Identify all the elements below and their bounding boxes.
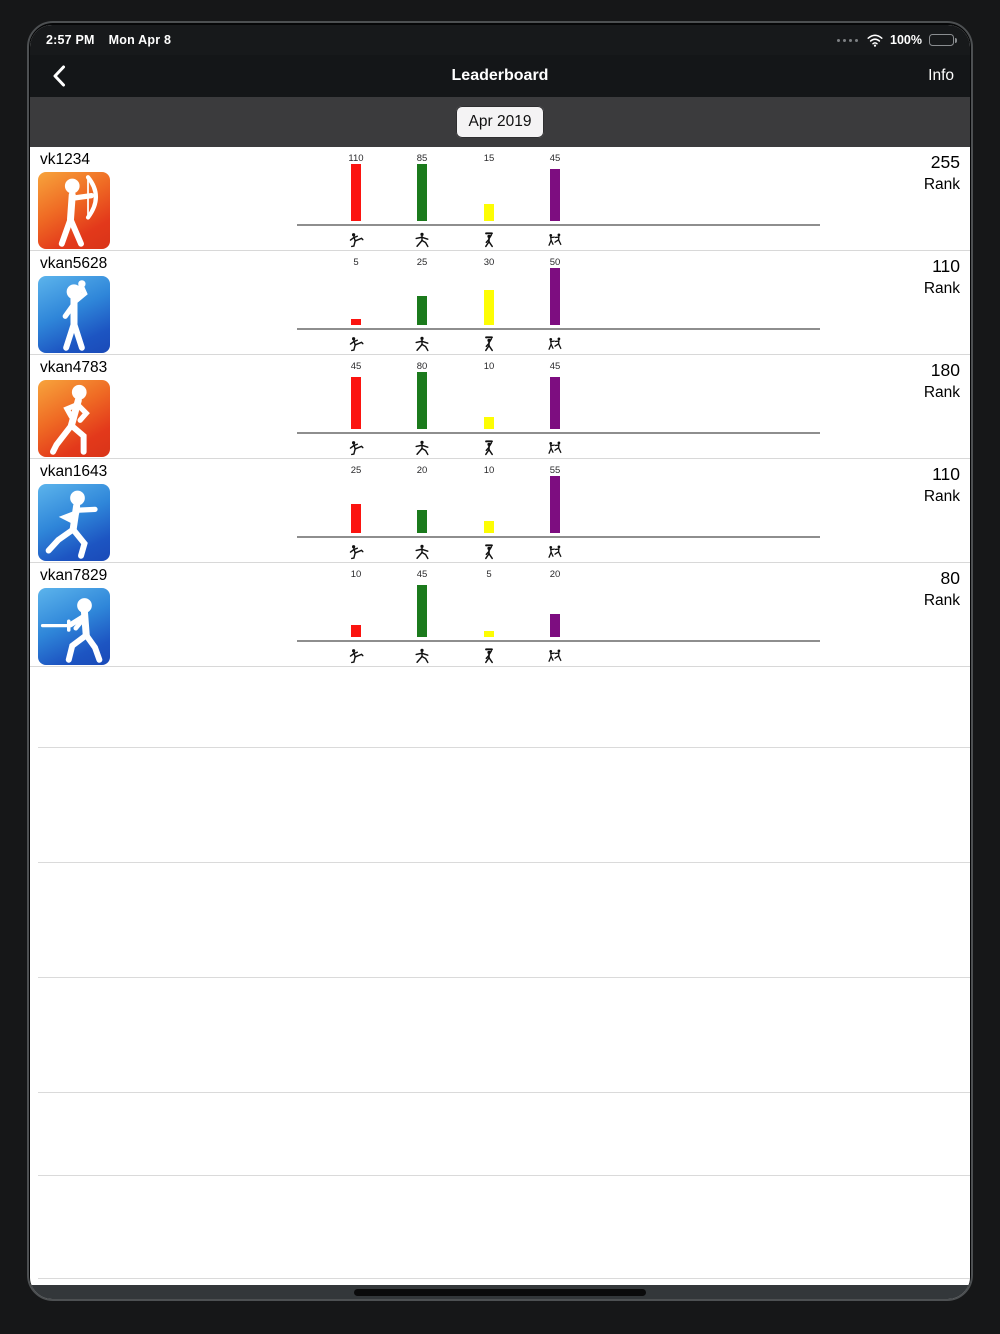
bar-column bbox=[333, 147, 379, 251]
leaderboard-row[interactable] bbox=[30, 459, 970, 563]
bottom-bar bbox=[30, 1285, 970, 1299]
bar-value: 55 bbox=[549, 465, 561, 476]
bar-column bbox=[399, 563, 445, 667]
bar-value: 45 bbox=[416, 569, 428, 580]
player-avatar bbox=[38, 588, 110, 665]
bar-column bbox=[399, 355, 445, 459]
chart-axis-line bbox=[297, 224, 820, 226]
chart-axis-line bbox=[297, 328, 820, 330]
chart-axis-line bbox=[297, 432, 820, 434]
column-icon bbox=[547, 544, 564, 561]
column-icon bbox=[547, 336, 564, 353]
player-name: vkan5628 bbox=[40, 255, 108, 272]
bar bbox=[484, 631, 494, 637]
rank-value: 80 bbox=[940, 568, 960, 588]
leaderboard-row[interactable] bbox=[30, 147, 970, 251]
bar-column bbox=[532, 251, 578, 355]
bar-value: 110 bbox=[348, 153, 364, 164]
rank-label: Rank bbox=[923, 280, 960, 297]
bar-column bbox=[466, 147, 512, 251]
navigation-bar bbox=[30, 55, 970, 97]
column-icon bbox=[481, 648, 498, 665]
player-bar-chart bbox=[297, 251, 820, 355]
row-separator bbox=[38, 862, 970, 863]
player-avatar bbox=[38, 276, 110, 353]
rank-block bbox=[924, 464, 960, 506]
bar-value: 5 bbox=[353, 257, 359, 268]
rank-label: Rank bbox=[923, 176, 960, 193]
bar-column bbox=[333, 355, 379, 459]
battery-icon bbox=[929, 34, 954, 47]
rank-value: 180 bbox=[930, 360, 960, 380]
bar-value: 20 bbox=[416, 465, 428, 476]
rank-label: Rank bbox=[923, 488, 960, 505]
bar bbox=[417, 164, 427, 221]
player-bar-chart bbox=[297, 459, 820, 563]
bar-column bbox=[466, 563, 512, 667]
column-icon bbox=[348, 440, 365, 457]
bar-value: 45 bbox=[549, 361, 561, 372]
column-icon bbox=[481, 440, 498, 457]
sport-pictogram bbox=[38, 172, 110, 249]
bar bbox=[417, 296, 427, 325]
bar-value: 20 bbox=[549, 569, 561, 580]
bar-value: 10 bbox=[483, 361, 495, 372]
player-avatar bbox=[38, 484, 110, 561]
leaderboard-row[interactable] bbox=[30, 251, 970, 355]
bar-column bbox=[333, 563, 379, 667]
column-icon bbox=[348, 648, 365, 665]
leaderboard-row[interactable] bbox=[30, 563, 970, 667]
chart-axis-line bbox=[297, 640, 820, 642]
bar bbox=[484, 521, 494, 533]
column-icon bbox=[414, 232, 431, 249]
bar-column bbox=[399, 251, 445, 355]
row-separator bbox=[38, 1092, 970, 1093]
bar bbox=[550, 268, 560, 325]
row-separator bbox=[38, 977, 970, 978]
bar-column bbox=[466, 355, 512, 459]
chevron-left-icon bbox=[52, 65, 66, 87]
rank-label: Rank bbox=[923, 384, 960, 401]
sport-pictogram bbox=[38, 484, 110, 561]
bar bbox=[484, 290, 494, 325]
player-name: vkan7829 bbox=[40, 567, 108, 584]
chart-axis-line bbox=[297, 536, 820, 538]
row-separator bbox=[38, 1278, 970, 1279]
bar-value: 45 bbox=[350, 361, 362, 372]
bar bbox=[550, 377, 560, 429]
bar-column bbox=[466, 251, 512, 355]
bar bbox=[351, 625, 361, 637]
player-bar-chart bbox=[297, 563, 820, 667]
bar-value: 10 bbox=[350, 569, 362, 580]
bar bbox=[550, 614, 560, 637]
status-bar bbox=[30, 25, 970, 55]
wifi-icon bbox=[867, 34, 883, 47]
bar bbox=[550, 169, 560, 221]
player-bar-chart bbox=[297, 147, 820, 251]
bar-column bbox=[399, 459, 445, 563]
bar-value: 5 bbox=[486, 569, 492, 580]
player-avatar bbox=[38, 172, 110, 249]
player-name: vkan4783 bbox=[40, 359, 108, 376]
rank-label: Rank bbox=[923, 592, 960, 609]
back-button[interactable] bbox=[44, 61, 74, 91]
sport-pictogram bbox=[38, 588, 110, 665]
leaderboard-row[interactable] bbox=[30, 355, 970, 459]
bar bbox=[417, 510, 427, 533]
rank-block bbox=[924, 360, 960, 402]
bar bbox=[351, 377, 361, 429]
column-icon bbox=[414, 544, 431, 561]
column-icon bbox=[348, 544, 365, 561]
bar bbox=[351, 319, 361, 325]
row-separator bbox=[38, 747, 970, 748]
bar-value: 80 bbox=[416, 361, 428, 372]
column-icon bbox=[348, 232, 365, 249]
row-separator bbox=[38, 1175, 970, 1176]
bar bbox=[351, 504, 361, 533]
player-name: vk1234 bbox=[40, 151, 90, 168]
bar bbox=[484, 417, 494, 429]
bar-column bbox=[532, 147, 578, 251]
period-bar bbox=[30, 97, 970, 147]
bar-column bbox=[333, 251, 379, 355]
info-button[interactable]: Info bbox=[928, 67, 954, 84]
bar-column bbox=[333, 459, 379, 563]
bar-value: 10 bbox=[483, 465, 495, 476]
rank-value: 110 bbox=[932, 256, 960, 276]
bar-value: 30 bbox=[483, 257, 495, 268]
bar-value: 50 bbox=[549, 257, 561, 268]
column-icon bbox=[414, 440, 431, 457]
bar-column bbox=[532, 355, 578, 459]
ipad-device-frame bbox=[27, 21, 973, 1301]
column-icon bbox=[414, 648, 431, 665]
rank-value: 255 bbox=[930, 152, 960, 172]
home-indicator[interactable] bbox=[354, 1289, 646, 1296]
column-icon bbox=[547, 648, 564, 665]
bar-column bbox=[532, 459, 578, 563]
rank-block bbox=[924, 152, 960, 194]
column-icon bbox=[481, 336, 498, 353]
leaderboard-list bbox=[30, 147, 970, 1285]
status-time: 2:57 PM bbox=[46, 33, 95, 47]
bar-column bbox=[399, 147, 445, 251]
column-icon bbox=[547, 232, 564, 249]
sport-pictogram bbox=[38, 276, 110, 353]
bar-column bbox=[466, 459, 512, 563]
page-title: Leaderboard bbox=[451, 67, 549, 84]
sport-pictogram bbox=[38, 380, 110, 457]
period-button[interactable]: Apr 2019 bbox=[456, 106, 545, 138]
column-icon bbox=[348, 336, 365, 353]
bar-value: 45 bbox=[549, 153, 561, 164]
bar bbox=[417, 372, 427, 429]
player-name: vkan1643 bbox=[40, 463, 108, 480]
bar bbox=[550, 476, 560, 533]
bar-value: 85 bbox=[416, 153, 428, 164]
bar-value: 15 bbox=[483, 153, 495, 164]
bar-value: 25 bbox=[350, 465, 362, 476]
player-bar-chart bbox=[297, 355, 820, 459]
column-icon bbox=[547, 440, 564, 457]
column-icon bbox=[481, 544, 498, 561]
column-icon bbox=[481, 232, 498, 249]
rank-value: 110 bbox=[932, 464, 960, 484]
bar-column bbox=[532, 563, 578, 667]
bar bbox=[351, 164, 361, 221]
rank-block bbox=[924, 568, 960, 610]
status-date: Mon Apr 8 bbox=[108, 33, 172, 47]
column-icon bbox=[414, 336, 431, 353]
rank-block bbox=[924, 256, 960, 298]
cellular-signal-icon bbox=[837, 39, 858, 42]
bar bbox=[417, 585, 427, 637]
battery-percent: 100% bbox=[890, 33, 922, 47]
player-avatar bbox=[38, 380, 110, 457]
bar bbox=[484, 204, 494, 221]
app-screen bbox=[30, 25, 970, 1299]
bar-value: 25 bbox=[416, 257, 428, 268]
